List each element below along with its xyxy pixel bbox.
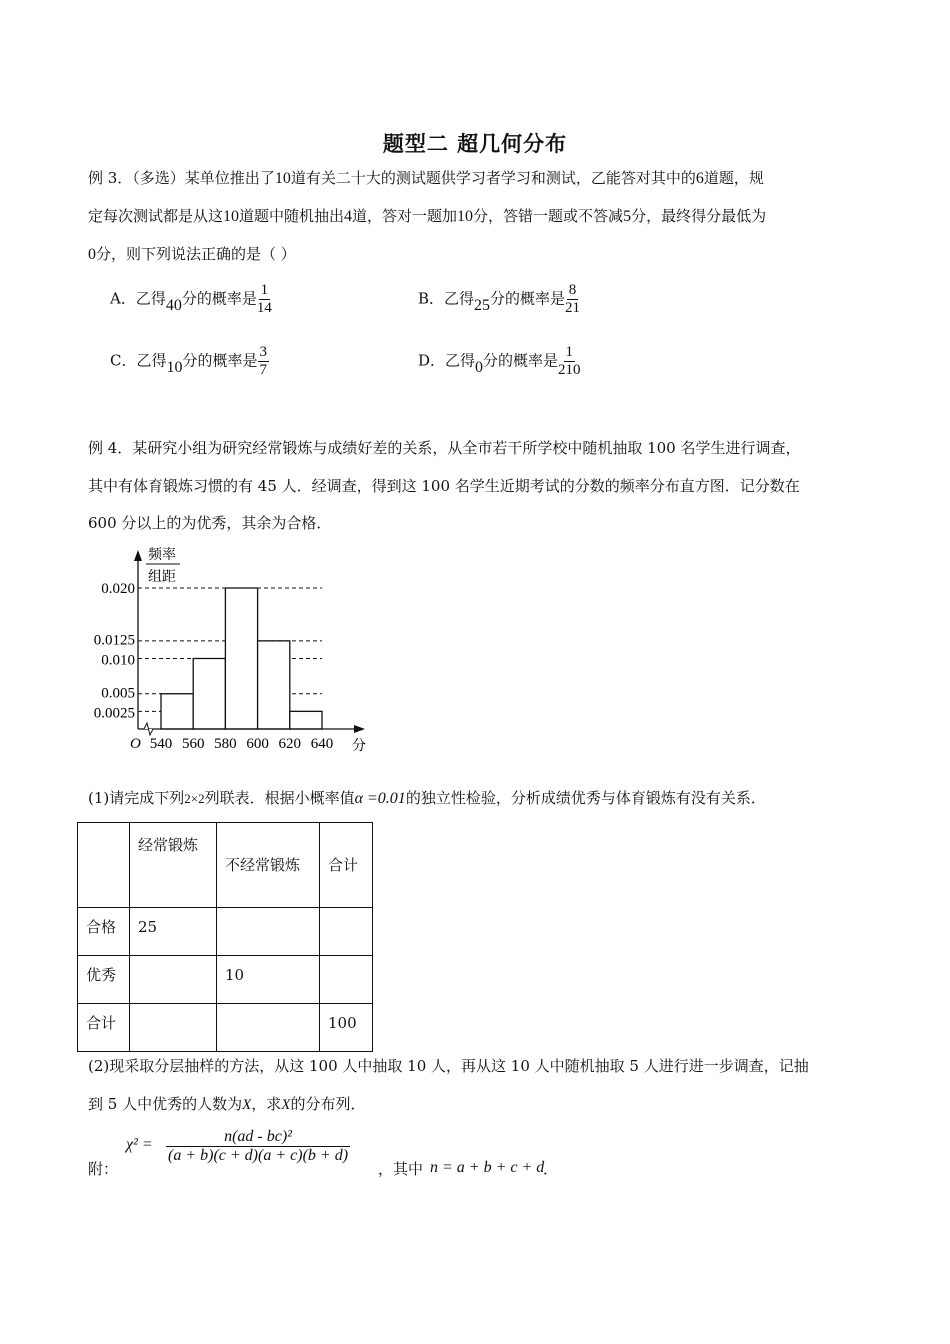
example-4-line-2: 其中有体育锻炼习惯的有 45 人．经调查，得到这 100 名学生近期考试的分数的频率分布直方图．记分数在 [88, 477, 800, 495]
example-3-line-3: 0分，则下列说法正确的是（ ） [88, 245, 296, 263]
y-tick-label: 0.0125 [93, 632, 135, 649]
x-tick-label: 640 [310, 736, 334, 752]
table-row [78, 908, 373, 956]
x-axis-label: 分 [352, 738, 366, 754]
histogram-bar [161, 694, 193, 729]
table-cell: 100 [320, 1004, 373, 1052]
table-cell [130, 1004, 217, 1052]
table-row [78, 956, 373, 1004]
y-tick-label: 0.005 [101, 685, 135, 702]
x-tick-label: 600 [246, 736, 269, 752]
origin-label: O [130, 736, 141, 752]
table-cell [217, 908, 320, 956]
chi-square-fraction [166, 1128, 350, 1165]
y-label-top: 频率 [148, 547, 176, 563]
frequency-histogram [80, 540, 380, 760]
chi-square-lhs: χ² = [126, 1136, 153, 1153]
table-cell [320, 908, 373, 956]
n-definition: n = a + b + c + d [430, 1159, 545, 1176]
example-3-line-1: 例 3．（多选）某单位推出了10道有关二十大的测试题供学习者学习和测试，乙能答对其中的6道题，规 [88, 169, 764, 187]
table-cell [217, 1004, 320, 1052]
appendix-label: 附： [88, 1160, 119, 1178]
question-2-line-1: (2)现采取分层抽样的方法，从这 100 人中抽取 10 人，再从这 10 人中随机抽取 5 人进行进一步调查，记抽 [88, 1057, 809, 1075]
appendix-end: ． [543, 1160, 559, 1178]
x-axis-arrow [354, 725, 365, 733]
y-axis-arrow [134, 550, 142, 561]
appendix-formula [88, 1128, 559, 1178]
axis-break-icon [144, 723, 153, 735]
option-b: B．乙得25分的概率是 $\frac{8}{21}$ [418, 282, 581, 316]
x-tick-label: 540 [149, 736, 173, 752]
y-label-bottom: 组距 [148, 569, 176, 585]
example-4-line-3: 600 分以上的为优秀，其余为合格． [88, 514, 332, 532]
option-a: A．乙得40分的概率是 $\frac{1}{14}$ [110, 282, 272, 316]
table-header-cell: 合计 [320, 823, 373, 908]
table-cell [78, 823, 130, 908]
row-label: 优秀 [78, 956, 130, 1004]
option-c: C．乙得10分的概率是 $\frac{3}{7}$ [110, 344, 267, 378]
question-2-line-2: 到 5 人中优秀的人数为X，求X的分布列． [88, 1095, 366, 1113]
x-tick-label: 620 [278, 736, 302, 752]
x-tick-label: 560 [181, 736, 205, 752]
table-header-cell: 不经常锻炼 [217, 823, 320, 908]
histogram-bar [290, 711, 322, 729]
table-cell: 10 [217, 956, 320, 1004]
table-header-cell: 经常锻炼 [130, 823, 217, 908]
option-d: D．乙得0分的概率是 $\frac{1}{210}$ [418, 344, 581, 378]
contingency-table [77, 822, 373, 1052]
y-tick-label: 0.020 [101, 581, 135, 597]
row-label: 合计 [78, 1004, 130, 1052]
row-label: 合格 [78, 908, 130, 956]
table-row [78, 1004, 373, 1052]
appendix-mid: ，其中 [378, 1160, 424, 1178]
histogram-bar [258, 641, 290, 729]
denominator: (a + b)(c + d)(a + c)(b + d) [168, 1147, 349, 1164]
x-tick-label: 580 [214, 736, 237, 752]
table-cell: 25 [130, 908, 217, 956]
example-4-line-1: 例 4．某研究小组为研究经常锻炼与成绩好差的关系，从全市若干所学校中随机抽取 100 名学生进行调查， [88, 439, 801, 457]
numerator: n(ad - bc)² [166, 1128, 350, 1147]
histogram-bar [225, 588, 257, 729]
y-tick-label: 0.0025 [93, 705, 135, 722]
y-tick-label: 0.010 [101, 652, 135, 669]
question-1: (1)请完成下列2×2列联表．根据小概率值α =0.01的独立性检验，分析成绩优秀与体育锻炼有没有关系． [88, 789, 766, 807]
table-header-row [78, 823, 373, 908]
table-cell [130, 956, 217, 1004]
example-3-line-2: 定每次测试都是从这10道题中随机抽出4道，答对一题加10分，答错一题或不答减5分，最终得分最低为 [88, 207, 767, 225]
histogram-bar [193, 659, 225, 730]
page-title: 题型二 超几何分布 [382, 132, 568, 156]
table-cell [320, 956, 373, 1004]
